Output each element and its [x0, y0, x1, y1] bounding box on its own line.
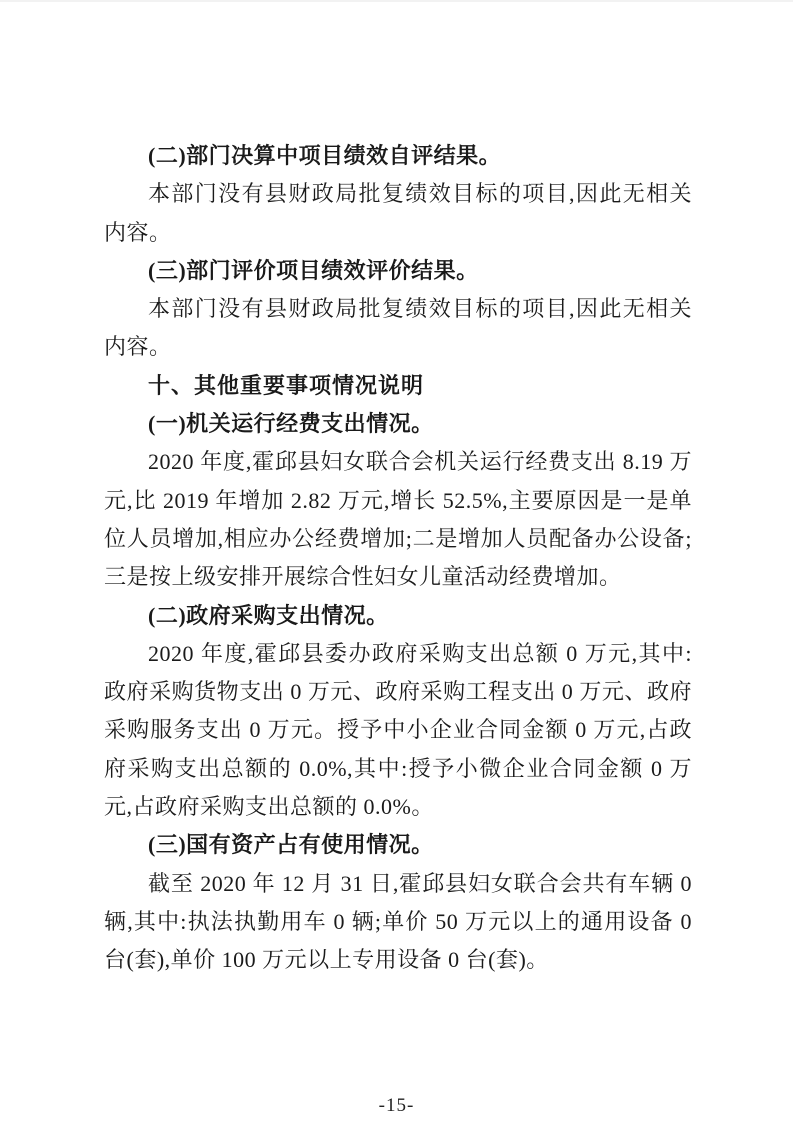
document-body	[104, 137, 692, 980]
paragraph: 2020 年度,霍邱县委办政府采购支出总额 0 万元,其中:政府采购货物支出 0 万元、政府采购工程支出 0 万元、政府采购服务支出 0 万元。授予中小企业合同金额 0 万元,占政府采购支出总额的 0.0%,其中:授予小微企业合同金额 0 万元,占政府采购支出总额的 0.0%。	[104, 640, 692, 820]
sub-heading: (二)部门决算中项目绩效自评结果。	[148, 143, 502, 168]
sub-heading: (三)部门评价项目绩效评价结果。	[148, 257, 479, 283]
sub-heading: (一)机关运行经费支出情况。	[148, 411, 434, 437]
paragraph: 本部门没有县财政局批复绩效目标的项目,因此无相关内容。	[104, 181, 692, 245]
paragraph: 2020 年度,霍邱县妇女联合会机关运行经费支出 8.19 万元,比 2019 年增加 2.82 万元,增长 52.5%,主要原因是一是单位人员增加,相应办公经费增加;二是增加人员配备办公设备;三是按上级安排开展综合性妇女儿童活动经费增加。	[104, 449, 692, 590]
paragraph: 本部门没有县财政局批复绩效目标的项目,因此无相关内容。	[104, 296, 692, 360]
sub-heading: (二)政府采购支出情况。	[148, 602, 389, 628]
page-number: -15-	[378, 1095, 415, 1116]
paragraph: 截至 2020 年 12 月 31 日,霍邱县妇女联合会共有车辆 0 辆,其中:执法执勤用车 0 辆;单价 50 万元以上的通用设备 0 台(套),单价 100 万元以上专用设备 0 台(套)。	[104, 870, 692, 973]
sub-heading: (三)国有资产占有使用情况。	[148, 832, 434, 858]
section-heading: 十、其他重要事项情况说明	[148, 372, 425, 398]
